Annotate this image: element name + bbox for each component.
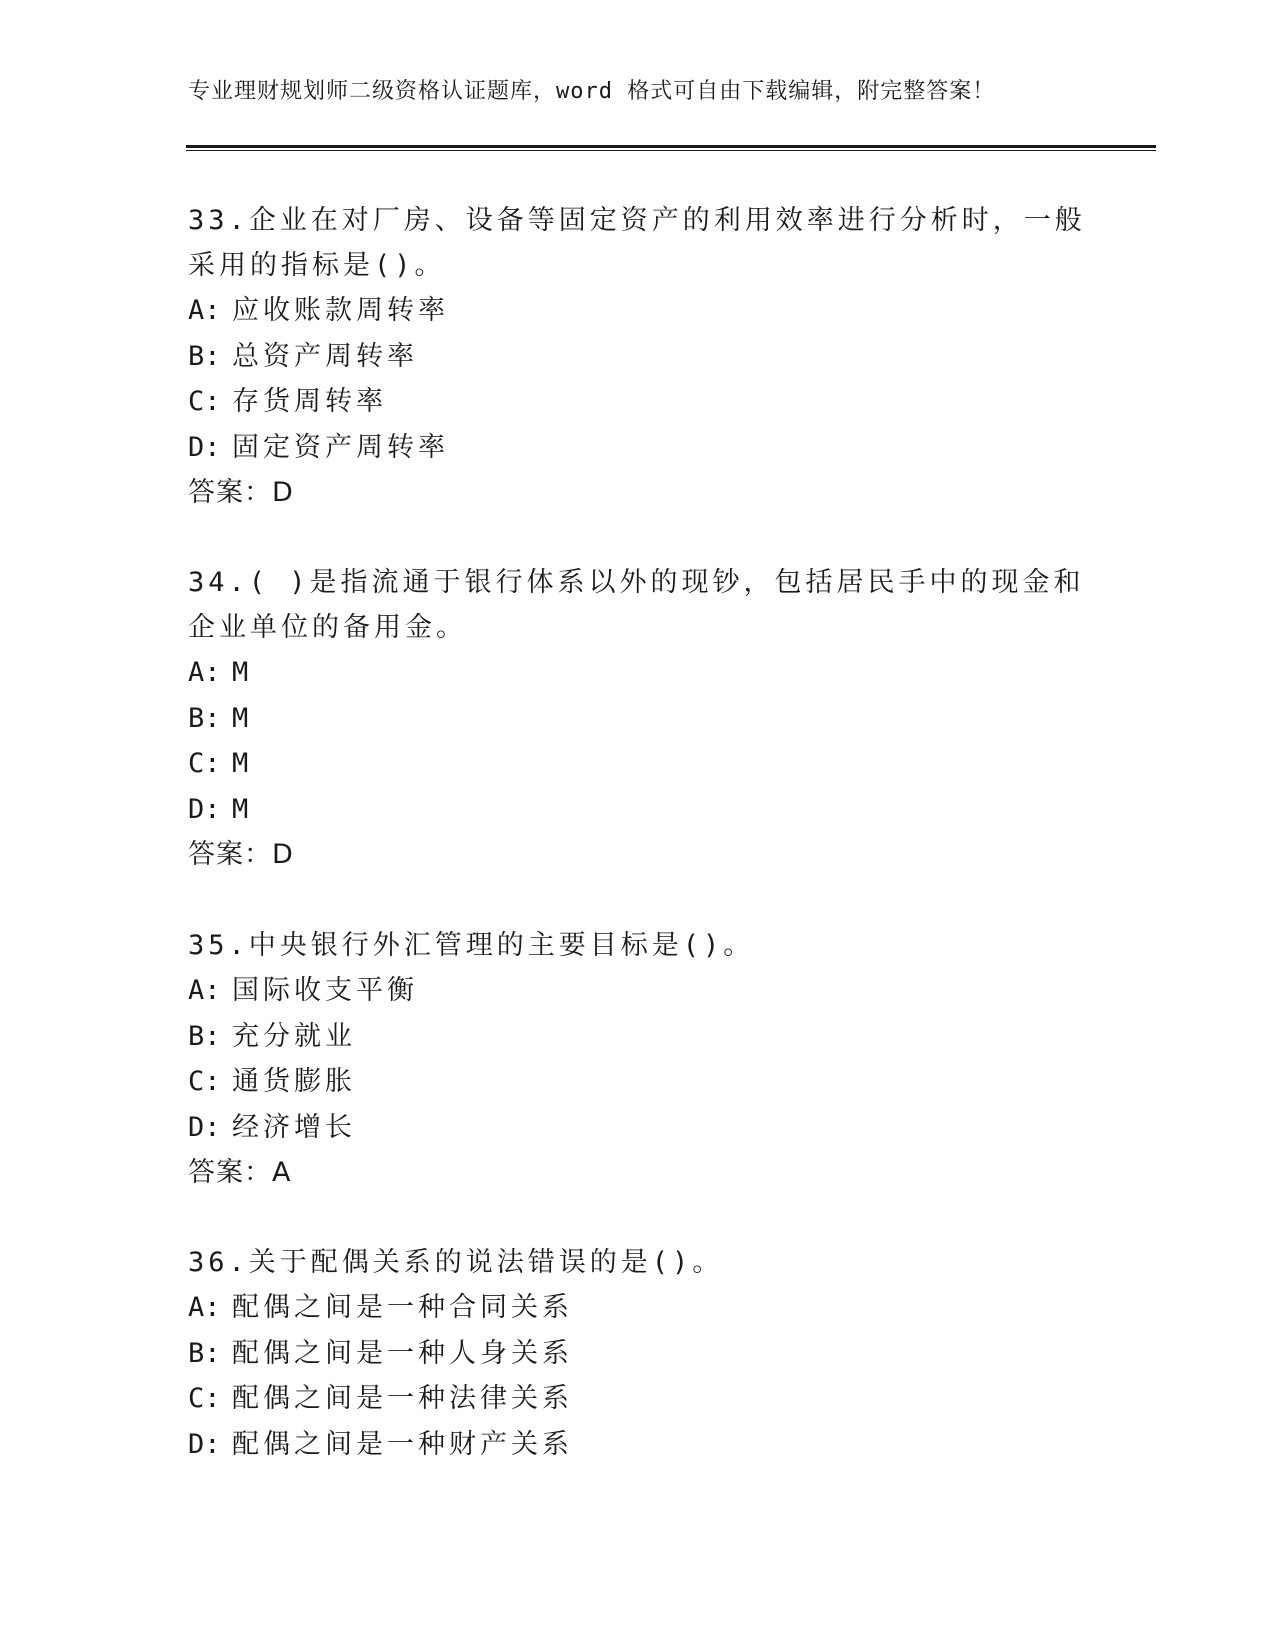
option-text: 总资产周转率 <box>232 340 418 372</box>
option-text: 国际收支平衡 <box>232 975 418 1006</box>
option-letter: B: <box>188 1337 221 1369</box>
option-text: 应收账款周转率 <box>232 295 449 326</box>
question-stem: 36.关于配偶关系的说法错误的是()。 <box>188 1247 724 1278</box>
question-35 <box>188 923 1088 1195</box>
header-divider-thin <box>186 150 1156 151</box>
option-text: 固定资产周转率 <box>232 431 449 463</box>
option-b <box>188 334 1088 380</box>
option-text: 存货周转率 <box>232 386 387 417</box>
option-d <box>188 787 1088 833</box>
option-c <box>188 1376 1088 1422</box>
option-letter: A: <box>188 1292 221 1323</box>
option-b <box>188 1014 1088 1060</box>
option-text: M <box>232 702 253 734</box>
option-a <box>188 968 1088 1014</box>
option-c <box>188 741 1088 787</box>
option-letter: C: <box>188 1066 221 1097</box>
option-letter: A: <box>188 657 221 688</box>
option-letter: C: <box>188 1383 221 1414</box>
answer-line: 答案：A <box>188 1157 292 1188</box>
option-text: 通货膨胀 <box>232 1066 356 1097</box>
option-text: 配偶之间是一种财产关系 <box>232 1428 573 1460</box>
option-d <box>188 1422 1088 1468</box>
question-stem: 34.( )是指流通于银行体系以外的现钞，包括居民手中的现金和企业单位的备用金。 <box>188 567 1085 643</box>
question-stem: 33.企业在对厂房、设备等固定资产的利用效率进行分析时，一般采用的指标是()。 <box>188 205 1086 281</box>
option-b <box>188 1331 1088 1377</box>
option-d <box>188 1105 1088 1151</box>
option-letter: B: <box>188 1020 221 1052</box>
option-d <box>188 425 1088 471</box>
option-b <box>188 696 1088 742</box>
option-letter: C: <box>188 386 221 417</box>
question-stem: 35.中央银行外汇管理的主要目标是()。 <box>188 930 755 961</box>
option-a <box>188 650 1088 696</box>
option-letter: D: <box>188 1111 221 1143</box>
option-letter: D: <box>188 793 221 825</box>
option-letter: B: <box>188 702 221 734</box>
option-letter: C: <box>188 748 221 779</box>
question-36 <box>188 1240 1088 1467</box>
answer-line: 答案：D <box>188 839 294 870</box>
header-divider <box>186 145 1156 152</box>
option-c <box>188 1059 1088 1105</box>
option-a <box>188 288 1088 334</box>
question-34 <box>188 560 1088 877</box>
option-text: 经济增长 <box>232 1111 356 1143</box>
option-text: M <box>232 657 253 688</box>
option-text: M <box>232 793 253 825</box>
option-text: 配偶之间是一种合同关系 <box>232 1292 573 1323</box>
option-letter: B: <box>188 340 221 372</box>
option-text: M <box>232 748 253 779</box>
header-divider-thick <box>186 145 1156 148</box>
option-letter: D: <box>188 1428 221 1460</box>
option-c <box>188 379 1088 425</box>
answer-line: 答案：D <box>188 477 294 508</box>
option-text: 充分就业 <box>232 1020 356 1052</box>
option-text: 配偶之间是一种人身关系 <box>232 1337 573 1369</box>
option-letter: A: <box>188 975 221 1006</box>
option-letter: A: <box>188 295 221 326</box>
question-33 <box>188 198 1088 515</box>
option-letter: D: <box>188 431 221 463</box>
page-header: 专业理财规划师二级资格认证题库，word 格式可自由下载编辑，附完整答案！ <box>188 79 996 104</box>
option-text: 配偶之间是一种法律关系 <box>232 1383 573 1414</box>
option-a <box>188 1285 1088 1331</box>
